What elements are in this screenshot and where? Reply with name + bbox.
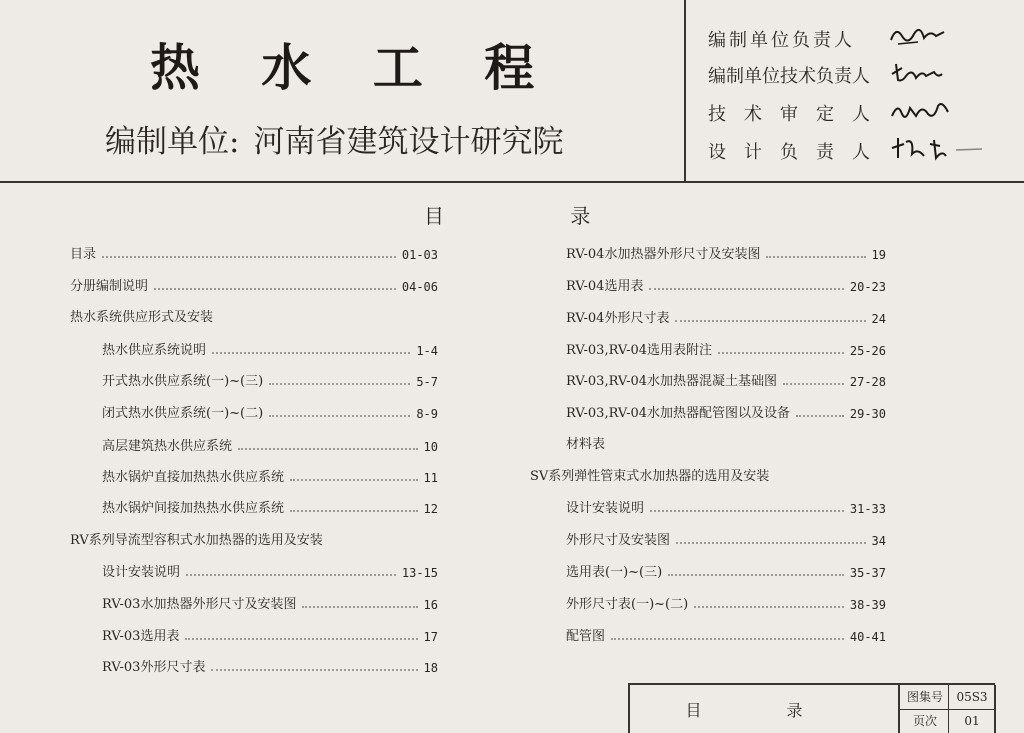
document-title: 热 水 工 程 bbox=[150, 39, 557, 97]
signature-3 bbox=[888, 96, 952, 126]
toc-entry[interactable] bbox=[102, 341, 438, 361]
signature-4 bbox=[888, 134, 988, 164]
responsible-label: 编制单位负责人 bbox=[708, 30, 855, 51]
toc-entry-text: 闭式热水供应系统(一)~(二) bbox=[102, 406, 264, 421]
toc-entry-page: 25-26 bbox=[849, 344, 886, 358]
toc-entry-text: 热水供应系统说明 bbox=[102, 343, 207, 358]
toc-entry-text: 配管图 bbox=[566, 629, 606, 644]
responsible-label: 设计负责人 bbox=[708, 142, 888, 163]
responsible-row bbox=[708, 138, 888, 164]
toc-entry-text: 热水锅炉直接加热热水供应系统 bbox=[102, 470, 285, 485]
toc-entry-page: 11 bbox=[423, 471, 438, 485]
leader-dots bbox=[766, 256, 865, 258]
leader-dots bbox=[650, 510, 844, 512]
atlas-number-value: 05S3 bbox=[956, 690, 988, 704]
toc-entry-page: 04-06 bbox=[401, 280, 438, 294]
toc-entry[interactable] bbox=[102, 468, 438, 488]
leader-dots bbox=[185, 638, 417, 640]
toc-entry-text: 分册编制说明 bbox=[70, 279, 149, 294]
toc-entry[interactable] bbox=[102, 372, 438, 392]
header-block bbox=[0, 0, 1024, 183]
toc-entry-text: RV-03,RV-04选用表附注 bbox=[566, 343, 713, 358]
toc-entry[interactable] bbox=[566, 341, 886, 361]
atlas-number-label: 图集号 bbox=[906, 690, 943, 704]
toc-entry-page: 16 bbox=[423, 598, 438, 612]
toc-entry[interactable] bbox=[70, 277, 438, 297]
leader-dots bbox=[212, 352, 410, 354]
page-label: 页次 bbox=[912, 714, 937, 728]
toc-entry-text: RV-03水加热器外形尺寸及安装图 bbox=[102, 597, 297, 612]
leader-dots bbox=[302, 606, 417, 608]
toc-entry-page: 40-41 bbox=[849, 630, 886, 644]
toc-entry-text: 热水锅炉间接加热热水供应系统 bbox=[102, 501, 285, 516]
toc-entry[interactable] bbox=[566, 627, 886, 647]
leader-dots bbox=[186, 574, 396, 576]
responsible-row bbox=[708, 100, 888, 126]
toc-entry[interactable] bbox=[566, 531, 886, 551]
toc-entry-page: 38-39 bbox=[849, 598, 886, 612]
toc-entry-page: 27-28 bbox=[849, 375, 886, 389]
toc-entry[interactable] bbox=[566, 277, 886, 297]
toc-entry-page: 20-23 bbox=[849, 280, 886, 294]
leader-dots bbox=[102, 256, 396, 258]
toc-entry[interactable] bbox=[566, 245, 886, 265]
leader-dots bbox=[694, 606, 844, 608]
toc-entry-page: 10 bbox=[423, 440, 438, 454]
toc-entry-text: 高层建筑热水供应系统 bbox=[102, 439, 233, 454]
leader-dots bbox=[676, 542, 866, 544]
leader-dots bbox=[290, 479, 418, 481]
org-label: 编制单位: bbox=[105, 124, 240, 160]
responsible-row bbox=[708, 26, 866, 52]
toc-entry-text: 设计安装说明 bbox=[102, 565, 181, 580]
toc-entry-page: 01-03 bbox=[401, 248, 438, 262]
toc-entry-text: 设计安装说明 bbox=[566, 501, 645, 516]
signature-1 bbox=[888, 22, 948, 48]
toc-entry-text: 选用表(一)~(三) bbox=[566, 565, 663, 580]
toc-entry-text: RV-04外形尺寸表 bbox=[566, 311, 670, 326]
leader-dots bbox=[238, 448, 418, 450]
toc-section-heading: SV系列弹性管束式水加热器的选用及安装 bbox=[530, 469, 770, 484]
toc-entry-text: 开式热水供应系统(一)~(三) bbox=[102, 374, 264, 389]
toc-section-heading: 热水系统供应形式及安装 bbox=[70, 310, 214, 325]
toc-entry-page: 13-15 bbox=[401, 566, 438, 580]
leader-dots bbox=[783, 383, 844, 385]
toc-entry[interactable] bbox=[102, 658, 438, 678]
toc-entry-page: 34 bbox=[871, 534, 886, 548]
responsible-label: 技术审定人 bbox=[708, 104, 888, 125]
toc-section-heading: RV系列导流型容积式水加热器的选用及安装 bbox=[70, 533, 323, 548]
leader-dots bbox=[211, 669, 417, 671]
toc-entry-page: 8-9 bbox=[416, 407, 438, 421]
leader-dots bbox=[718, 352, 844, 354]
toc-entry[interactable] bbox=[102, 595, 438, 615]
toc-entry[interactable] bbox=[566, 595, 886, 615]
toc-entry[interactable] bbox=[102, 563, 438, 583]
toc-entry-page: 24 bbox=[871, 312, 886, 326]
title-block bbox=[628, 683, 995, 733]
toc-title: 目 录 bbox=[424, 204, 651, 228]
page-value: 01 bbox=[964, 714, 980, 728]
toc-entry-text: 外形尺寸及安装图 bbox=[566, 533, 671, 548]
toc-entry-page: 18 bbox=[423, 661, 438, 675]
toc-entry-page: 5-7 bbox=[416, 375, 438, 389]
toc-entry[interactable] bbox=[566, 309, 886, 329]
toc-entry[interactable] bbox=[70, 245, 438, 265]
header-divider bbox=[684, 0, 686, 181]
toc-entry[interactable] bbox=[102, 404, 438, 424]
leader-dots bbox=[154, 288, 396, 290]
toc-entry-page: 12 bbox=[423, 502, 438, 516]
leader-dots bbox=[668, 574, 844, 576]
toc-entry-text: RV-03,RV-04水加热器混凝土基础图 bbox=[566, 374, 778, 389]
toc-entry-page: 35-37 bbox=[849, 566, 886, 580]
toc-entry[interactable] bbox=[566, 372, 886, 392]
toc-entry-text: RV-03选用表 bbox=[102, 629, 180, 644]
toc-entry-page: 17 bbox=[423, 630, 438, 644]
toc-entry-text: RV-03,RV-04水加热器配管图以及设备 bbox=[566, 406, 791, 421]
toc-entry[interactable] bbox=[566, 404, 886, 424]
leader-dots bbox=[649, 288, 843, 290]
toc-entry[interactable] bbox=[566, 563, 886, 583]
toc-entry[interactable] bbox=[566, 499, 886, 519]
toc-entry-text: 外形尺寸表(一)~(二) bbox=[566, 597, 689, 612]
leader-dots bbox=[796, 415, 844, 417]
toc-entry[interactable] bbox=[102, 627, 438, 647]
signature-2 bbox=[888, 60, 948, 86]
title-block-edge bbox=[994, 685, 996, 733]
leader-dots bbox=[611, 638, 844, 640]
toc-entry[interactable] bbox=[102, 437, 438, 457]
org-value: 河南省建筑设计研究院 bbox=[253, 124, 564, 160]
responsible-row bbox=[708, 62, 870, 88]
toc-entry-page: 31-33 bbox=[849, 502, 886, 516]
toc-entry-text: 目录 bbox=[70, 247, 97, 262]
leader-dots bbox=[269, 415, 410, 417]
toc-entry-page: 29-30 bbox=[849, 407, 886, 421]
toc-entry[interactable] bbox=[102, 499, 438, 519]
toc-entry-page: 1-4 bbox=[416, 344, 438, 358]
title-block-divider bbox=[898, 709, 994, 710]
toc-entry-text: RV-04选用表 bbox=[566, 279, 644, 294]
responsible-label: 编制单位技术负责人 bbox=[708, 66, 870, 87]
toc-entry-continuation: 材料表 bbox=[566, 437, 606, 452]
title-block-name: 目 录 bbox=[685, 700, 843, 720]
toc-entry-text: RV-04水加热器外形尺寸及安装图 bbox=[566, 247, 761, 262]
toc-entry-text: RV-03外形尺寸表 bbox=[102, 660, 206, 675]
toc-entry-page: 19 bbox=[871, 248, 886, 262]
leader-dots bbox=[675, 320, 865, 322]
leader-dots bbox=[269, 383, 410, 385]
leader-dots bbox=[290, 510, 418, 512]
compiling-organization bbox=[105, 116, 563, 161]
